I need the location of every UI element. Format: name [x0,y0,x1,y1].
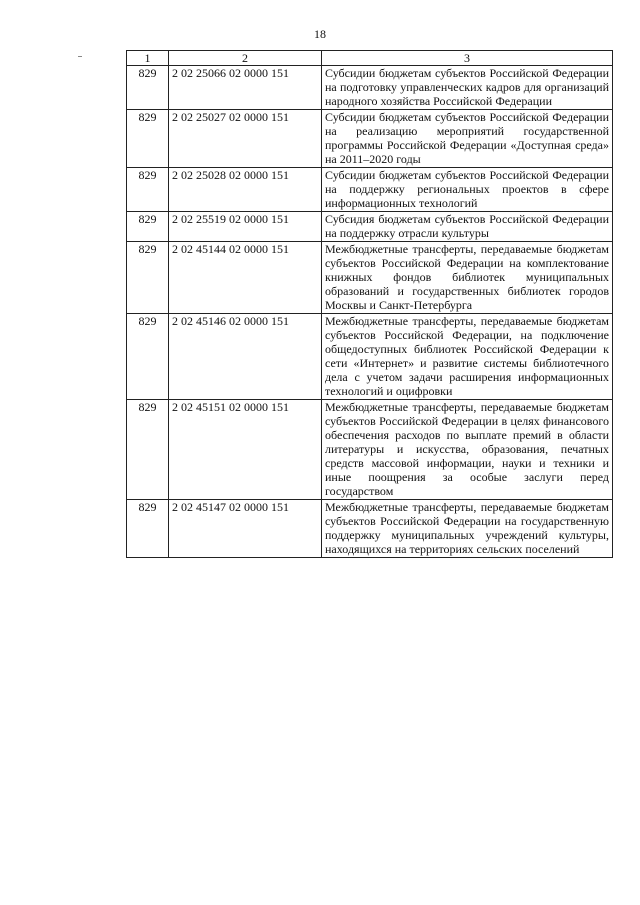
admin-code-cell: 829 [127,400,169,500]
admin-code-cell: 829 [127,66,169,110]
table-row [127,400,613,500]
table-row [127,314,613,400]
table-row [127,66,613,110]
table-row [127,110,613,168]
budget-classification-code-cell: 2 02 25027 02 0000 151 [169,110,322,168]
revenue-name-cell: Межбюджетные трансферты, передаваемые бюджетам субъектов Российской Федерации на государственную поддержку муниципальных учреждений культуры, находящихся на территориях сельских поселений [322,500,613,558]
column-header-3: 3 [322,51,613,66]
budget-codes-table [126,50,613,558]
revenue-name-cell: Субсидия бюджетам субъектов Российской Федерации на поддержку отрасли культуры [322,212,613,242]
table-header-row [127,51,613,66]
table-row [127,500,613,558]
admin-code-cell: 829 [127,110,169,168]
revenue-name-cell: Межбюджетные трансферты, передаваемые бюджетам субъектов Российской Федерации, на подключение общедоступных библиотек Российской Федерации к сети «Интернет» и развитие системы библиотечного дела с учетом задачи расширения информационных технологий и оцифровки [322,314,613,400]
column-header-1: 1 [127,51,169,66]
admin-code-cell: 829 [127,314,169,400]
revenue-name-cell: Межбюджетные трансферты, передаваемые бюджетам субъектов Российской Федерации на комплектование книжных фондов библиотек муниципальных образований и государственных библиотек городов Москвы и Санкт-Петербурга [322,242,613,314]
page-number: 18 [314,27,326,41]
revenue-name-cell: Субсидии бюджетам субъектов Российской Федерации на поддержку региональных проектов в сфере информационных технологий [322,168,613,212]
revenue-name-cell: Межбюджетные трансферты, передаваемые бюджетам субъектов Российской Федерации в целях финансового обеспечения расходов по выплате премий в области литературы и искусства, образования, печатных средств массовой информации, науки и техники и иные поощрения за особые заслуги перед государством [322,400,613,500]
budget-classification-code-cell: 2 02 45147 02 0000 151 [169,500,322,558]
budget-classification-code-cell: 2 02 45144 02 0000 151 [169,242,322,314]
admin-code-cell: 829 [127,242,169,314]
column-header-2: 2 [169,51,322,66]
budget-classification-code-cell: 2 02 45146 02 0000 151 [169,314,322,400]
table-row [127,168,613,212]
budget-classification-code-cell: 2 02 25066 02 0000 151 [169,66,322,110]
revenue-name-cell: Субсидии бюджетам субъектов Российской Федерации на подготовку управленческих кадров для организаций народного хозяйства Российской Федерации [322,66,613,110]
table-row [127,242,613,314]
budget-classification-code-cell: 2 02 45151 02 0000 151 [169,400,322,500]
admin-code-cell: 829 [127,500,169,558]
table-row [127,212,613,242]
budget-classification-code-cell: 2 02 25028 02 0000 151 [169,168,322,212]
budget-classification-code-cell: 2 02 25519 02 0000 151 [169,212,322,242]
admin-code-cell: 829 [127,212,169,242]
margin-mark [78,56,82,57]
admin-code-cell: 829 [127,168,169,212]
revenue-name-cell: Субсидии бюджетам субъектов Российской Федерации на реализацию мероприятий государственной программы Российской Федерации «Доступная среда» на 2011–2020 годы [322,110,613,168]
